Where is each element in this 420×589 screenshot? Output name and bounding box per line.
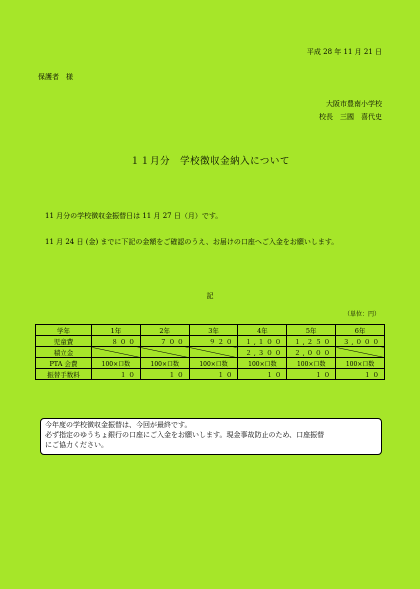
unit-label: （単位：円）	[343, 311, 380, 318]
document-title: １１月分 学校徴収金納入について	[130, 156, 290, 167]
ki-heading: 記	[206, 292, 214, 300]
table-row	[36, 369, 385, 380]
table-cell: ７００	[140, 336, 189, 347]
table-cell: 100×口数	[287, 358, 336, 369]
header-grade-2: 2年	[140, 325, 189, 336]
header-grade: 学年	[36, 325, 92, 336]
notice-line: にご協力ください。	[45, 440, 108, 449]
table-cell: 100×口数	[238, 358, 287, 369]
table-cell: ９２０	[189, 336, 238, 347]
principal-name: 校長 三國 喜代史	[319, 113, 382, 121]
fee-table	[35, 324, 385, 380]
notice-box	[40, 418, 382, 455]
payment-date-paragraph: 11 月分の学校徴収金振替日は 11 月 27 日（月）です。	[45, 212, 223, 220]
empty-slashed-cell	[92, 347, 141, 358]
header-grade-5: 5年	[287, 325, 336, 336]
table-cell: 100×口数	[336, 358, 385, 369]
table-cell: １０	[92, 369, 141, 380]
empty-slashed-cell	[336, 347, 385, 358]
school-name: 大阪市豊南小学校	[326, 100, 382, 108]
table-row	[36, 336, 385, 347]
table-cell: 100×口数	[140, 358, 189, 369]
header-grade-3: 3年	[189, 325, 238, 336]
table-cell: １,２５０	[287, 336, 336, 347]
table-cell: １０	[238, 369, 287, 380]
table-cell: １０	[336, 369, 385, 380]
addressee: 保護者 様	[38, 73, 73, 81]
table-cell: 100×口数	[189, 358, 238, 369]
table-row	[36, 347, 385, 358]
notice-line: 今年度の学校徴収金振替は、今回が最終です。	[45, 421, 192, 429]
table-cell: １,１００	[238, 336, 287, 347]
document-date: 平成 28 年 11 月 21 日	[306, 48, 382, 56]
header-grade-1: 1年	[92, 325, 141, 336]
table-header-row	[36, 325, 385, 336]
row-label-pta-fee: PTA 会費	[36, 358, 92, 369]
notice-line: 必ず指定のゆうちょ銀行の口座にご入金をお願いします。現金事故防止のため、口座振替	[45, 430, 325, 439]
table-cell: ３,０００	[336, 336, 385, 347]
table-cell: １０	[140, 369, 189, 380]
row-label-savings: 積立金	[36, 347, 92, 358]
deposit-request-paragraph: 11 月 24 日 (金) までに下記の金額をご確認のうえ、お届けの口座へご入金をお願いします。	[45, 238, 339, 246]
row-label-transfer-fee: 振替手数料	[36, 369, 92, 380]
empty-slashed-cell	[140, 347, 189, 358]
table-cell: 100×口数	[92, 358, 141, 369]
table-cell: ２,０００	[287, 347, 336, 358]
table-cell: ２,３００	[238, 347, 287, 358]
table-cell: ８００	[92, 336, 141, 347]
header-grade-6: 6年	[336, 325, 385, 336]
table-row	[36, 358, 385, 369]
row-label-child-fee: 児童費	[36, 336, 92, 347]
table-cell: １０	[189, 369, 238, 380]
table-cell: １０	[287, 369, 336, 380]
header-grade-4: 4年	[238, 325, 287, 336]
empty-slashed-cell	[189, 347, 238, 358]
